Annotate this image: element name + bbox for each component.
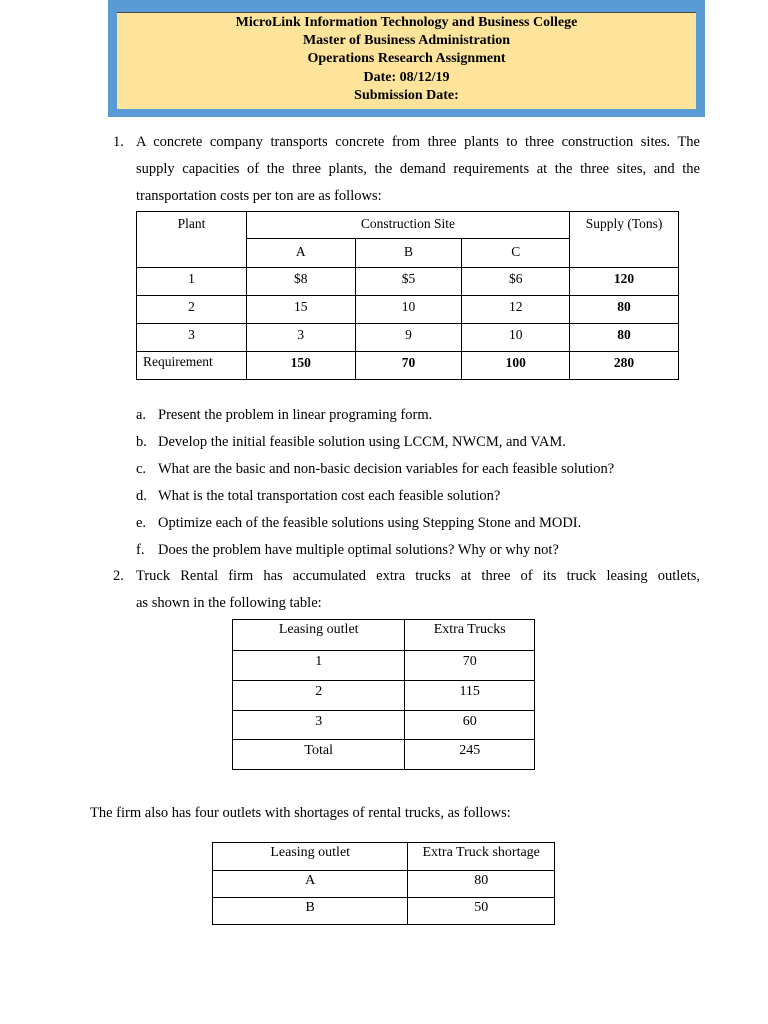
requirement-cell: 150 — [246, 352, 355, 380]
q1-line-3: transportation costs per ton are as follows: — [136, 188, 382, 204]
outlet-cell: 1 — [233, 651, 405, 681]
table-row — [137, 296, 679, 324]
outlet-cell: A — [213, 871, 408, 898]
transport-cost-table — [136, 211, 679, 380]
program-name: Master of Business Administration — [302, 33, 511, 49]
q2-number: 2. — [113, 568, 124, 584]
sub-letter: a. — [136, 407, 147, 423]
value-cell: 115 — [405, 681, 535, 711]
sub-text: Optimize each of the feasible solutions using Stepping Stone and MODI. — [158, 515, 582, 531]
outlet-cell: 2 — [233, 681, 405, 711]
table-row — [233, 681, 535, 711]
college-name: MicroLink Information Technology and Business College — [235, 15, 578, 30]
cost-cell: 15 — [246, 296, 355, 324]
plant-cell: 2 — [137, 296, 247, 324]
q2-line-2: as shown in the following table: — [136, 595, 322, 611]
total-row — [233, 740, 535, 770]
table-row — [213, 898, 555, 925]
supply-cell: 80 — [570, 296, 679, 324]
extra-trucks-header: Extra Trucks — [405, 620, 535, 651]
total-value: 245 — [405, 740, 535, 770]
site-b-header: B — [355, 239, 462, 268]
plant-cell: 3 — [137, 324, 247, 352]
outlet-cell: 3 — [233, 711, 405, 740]
total-label: Total — [233, 740, 405, 770]
list-item — [136, 429, 614, 456]
supply-cell: 80 — [570, 324, 679, 352]
requirement-total: 280 — [570, 352, 679, 380]
sub-text: What is the total transportation cost each feasible solution? — [158, 488, 501, 504]
table-row — [233, 711, 535, 740]
q2-line-1: Truck Rental firm has accumulated extra trucks at three of its truck leasing outlets, — [136, 568, 700, 584]
sub-letter: b. — [136, 434, 147, 450]
value-cell: 80 — [408, 871, 555, 898]
construction-site-header: Construction Site — [246, 212, 569, 239]
site-c-header: C — [462, 239, 570, 268]
supply-header: Supply (Tons) — [570, 212, 679, 268]
requirement-cell: 100 — [462, 352, 570, 380]
sub-letter: c. — [136, 461, 147, 477]
cost-cell: 9 — [355, 324, 462, 352]
cost-cell: $5 — [355, 268, 462, 296]
site-a-header: A — [246, 239, 355, 268]
cost-cell: $6 — [462, 268, 570, 296]
assignment-date: Date: 08/12/19 — [363, 69, 450, 85]
requirement-row — [137, 352, 679, 380]
leasing-outlet-header: Leasing outlet — [213, 843, 408, 871]
value-cell: 60 — [405, 711, 535, 740]
q1-number: 1. — [113, 134, 124, 150]
header-box — [117, 12, 696, 109]
cost-cell: $8 — [246, 268, 355, 296]
cost-cell: 10 — [462, 324, 570, 352]
extra-trucks-table — [232, 619, 535, 770]
plant-cell: 1 — [137, 268, 247, 296]
sub-letter: e. — [136, 515, 147, 531]
q1-line-2: supply capacities of the three plants, the demand requirements at the three sites, and the — [136, 161, 700, 177]
outlet-cell: B — [213, 898, 408, 925]
sub-letter: f. — [136, 542, 145, 558]
plant-header: Plant — [137, 212, 247, 268]
list-item — [136, 402, 614, 429]
table-row — [137, 268, 679, 296]
table-row — [233, 651, 535, 681]
header-frame — [108, 0, 705, 117]
list-item — [136, 483, 614, 510]
cost-cell: 12 — [462, 296, 570, 324]
requirement-label: Requirement — [137, 352, 247, 380]
submission-date: Submission Date: — [354, 87, 459, 103]
assignment-title: Operations Research Assignment — [307, 51, 506, 67]
list-item — [136, 537, 614, 564]
list-item — [136, 456, 614, 483]
sub-letter: d. — [136, 488, 147, 504]
sub-text: Develop the initial feasible solution using LCCM, NWCM, and VAM. — [158, 434, 566, 450]
value-cell: 50 — [408, 898, 555, 925]
q1-paragraph — [136, 129, 700, 210]
sub-text: Does the problem have multiple optimal solutions? Why or why not? — [158, 542, 559, 558]
shortage-header: Extra Truck shortage — [408, 843, 555, 871]
leasing-outlet-header: Leasing outlet — [233, 620, 405, 651]
sub-text: Present the problem in linear programing form. — [158, 407, 433, 423]
cost-cell: 10 — [355, 296, 462, 324]
q1-sub-questions — [136, 402, 614, 564]
requirement-cell: 70 — [355, 352, 462, 380]
q1-line-1: A concrete company transports concrete from three plants to three construction sites. The — [136, 134, 700, 150]
cost-cell: 3 — [246, 324, 355, 352]
table-row — [213, 871, 555, 898]
table-row — [137, 324, 679, 352]
list-item — [136, 510, 614, 537]
sub-text: What are the basic and non-basic decision variables for each feasible solution? — [158, 461, 615, 477]
value-cell: 70 — [405, 651, 535, 681]
supply-cell: 120 — [570, 268, 679, 296]
truck-shortage-table — [212, 842, 555, 925]
q2-paragraph — [136, 563, 700, 617]
shortage-intro: The firm also has four outlets with shortages of rental trucks, as follows: — [90, 805, 511, 821]
